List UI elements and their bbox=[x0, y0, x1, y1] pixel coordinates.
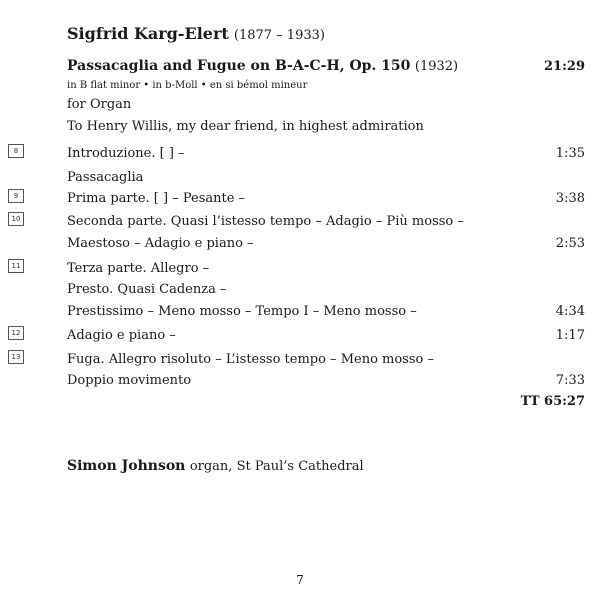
work-duration: 21:29 bbox=[544, 59, 585, 74]
track-12-duration: 1:17 bbox=[555, 328, 585, 343]
page-number: 7 bbox=[296, 573, 304, 587]
track-9-duration: 3:38 bbox=[555, 191, 585, 206]
performer-name: Simon Johnson bbox=[67, 458, 186, 474]
track-number-11: 11 bbox=[8, 259, 24, 273]
track-8-line-1: Introduzione. [ ] – bbox=[67, 146, 185, 161]
track-number-13: 13 bbox=[8, 350, 24, 364]
track-12-line-1: Adagio e piano – bbox=[67, 328, 176, 343]
track-10-line-1: Seconda parte. Quasi l’istesso tempo – Adagio – Più mosso – bbox=[67, 214, 464, 229]
track-number-8: 8 bbox=[8, 144, 24, 158]
track-13-line-2: Doppio movimento bbox=[67, 373, 192, 388]
work-key: in B flat minor • in b-Moll • en si bémol mineur bbox=[67, 80, 308, 91]
work-instrument: for Organ bbox=[67, 97, 132, 112]
track-9-line-1: Prima parte. [ ] – Pesante – bbox=[67, 191, 246, 206]
composer-heading bbox=[67, 24, 325, 43]
track-11-line-3: Prestissimo – Meno mosso – Tempo I – Meno mosso – bbox=[67, 304, 417, 319]
track-number-9: 9 bbox=[8, 189, 24, 203]
composer-name: Sigfrid Karg-Elert bbox=[67, 24, 229, 43]
performer-role: organ, St Paul’s Cathedral bbox=[189, 459, 364, 474]
composer-dates: (1877 – 1933) bbox=[233, 28, 325, 43]
total-time: TT 65:27 bbox=[520, 394, 585, 409]
work-dedication: To Henry Willis, my dear friend, in highest admiration bbox=[67, 119, 424, 134]
track-13-duration: 7:33 bbox=[555, 373, 585, 388]
performer-credit bbox=[67, 458, 364, 474]
track-number-12: 12 bbox=[8, 326, 24, 340]
work-year: (1932) bbox=[414, 59, 459, 74]
track-8-duration: 1:35 bbox=[555, 146, 585, 161]
track-number-10: 10 bbox=[8, 212, 24, 226]
track-11-line-1: Terza parte. Allegro – bbox=[67, 261, 210, 276]
work-title-line bbox=[67, 58, 458, 74]
passacaglia-heading: Passacaglia bbox=[67, 170, 144, 185]
track-11-duration: 4:34 bbox=[555, 304, 585, 319]
track-10-line-2: Maestoso – Adagio e piano – bbox=[67, 236, 254, 251]
track-13-line-1: Fuga. Allegro risoluto – L’istesso tempo – Meno mosso – bbox=[67, 352, 434, 367]
work-title: Passacaglia and Fugue on B-A-C-H, Op. 150 bbox=[67, 58, 411, 74]
track-11-line-2: Presto. Quasi Cadenza – bbox=[67, 282, 227, 297]
track-10-duration: 2:53 bbox=[555, 236, 585, 251]
